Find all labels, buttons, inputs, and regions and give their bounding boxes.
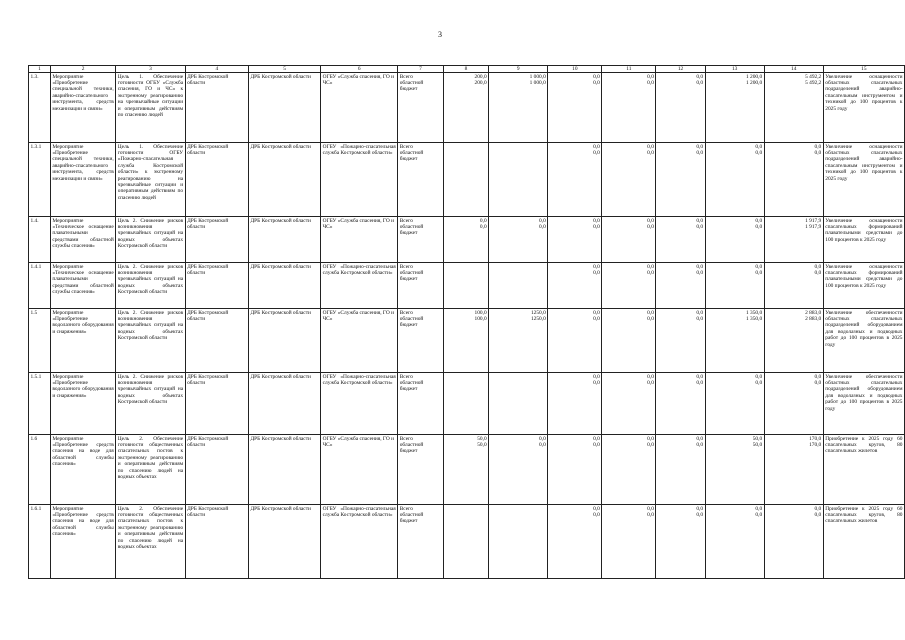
activity-name: Мероприятие «Приобретение специальной техники, аварийно-спасательного инструмента, средств механизации и связи» [50,143,115,217]
amount-cell [656,217,705,263]
recipient: ОГБУ «Служба спасения, ГО и ЧС» [321,309,398,373]
budget-value: 0,0 [593,223,600,230]
source-total: Всего [399,143,413,150]
budget-value: 170,0 [809,441,822,448]
amount-cell [489,373,548,435]
total-value: 0,0 [696,373,704,380]
total-value: 0,0 [696,505,704,512]
source-budget: областной бюджет [399,379,424,393]
amount-cell [764,309,823,373]
total-value: 0,0 [755,505,763,512]
budget-value [491,512,546,518]
budget-value: 2 883,0 [805,315,822,322]
table-row [29,309,905,373]
admin: ДРБ Костромской области [185,263,248,309]
source-budget: областной бюджет [399,79,424,93]
total-value: 1 200,0 [746,73,763,80]
expected-result: Приобретение к 2025 году 60 спасательных кругов, 80 спасательных жилетов [823,435,904,505]
budget-value: 50,0 [752,441,763,448]
total-value: 2 883,0 [805,309,822,316]
budget-value: 5 492,2 [805,79,822,86]
page-number: 3 [438,30,442,39]
executor: ДРБ Костромской области [248,217,320,263]
amount-cell [602,309,656,373]
amount-cell [548,73,602,143]
amount-cell [764,217,823,263]
recipient: ОГБУ «Пожарно-спасательная служба Костромской области» [321,373,398,435]
amount-cell [656,309,705,373]
total-value: 0,0 [593,373,600,380]
budget-value: 100,0 [474,315,487,322]
budget-value: 0,0 [814,269,822,276]
budget-value [491,380,546,386]
source-budget: областной бюджет [399,223,424,237]
total-value: 0,0 [647,263,654,270]
amount-cell [705,309,764,373]
budget-value: 0,0 [696,149,704,156]
activity-name: Мероприятие «Приобретение водолазного оборудования и снаряжения» [50,373,115,435]
total-value: 50,0 [752,435,763,442]
budget-value: 50,0 [477,441,487,448]
recipient: ОГБУ «Служба спасения, ГО и ЧС» [321,435,398,505]
funding-source [398,143,444,217]
total-value: 0,0 [593,143,600,150]
amount-cell [602,143,656,217]
source-budget: областной бюджет [399,315,424,329]
admin: ДРБ Костромской области [185,373,248,435]
total-value: 0,0 [696,309,704,316]
amount-cell [764,373,823,435]
executor: ДРБ Костромской области [248,435,320,505]
amount-cell [705,143,764,217]
total-value: 0,0 [814,263,822,270]
amount-cell [705,73,764,143]
amount-cell [764,263,823,309]
column-header: 15 [823,66,904,73]
total-value: 0,0 [479,217,487,224]
activity-goal: Цель 2. Обеспечение готовности общественных спасательных постов к экстренному реагированию и оперативным действиям по спасению людей на водных объектах [116,435,185,505]
budget-value [445,150,486,156]
amount-cell [548,143,602,217]
source-budget: областной бюджет [399,511,424,525]
amount-cell [656,73,705,143]
row-id: 1.4.1 [29,263,51,309]
budget-value [491,270,546,276]
total-value: 0,0 [647,373,654,380]
total-value: 0,0 [814,143,822,150]
budget-value: 200,0 [474,79,487,86]
amount-cell [443,435,488,505]
activity-name: Мероприятие «Приобретение средств спасения на воде для областной службы спасения» [50,505,115,579]
funding-source [398,217,444,263]
column-header: 2 [50,66,115,73]
admin: ДРБ Костромской области [185,143,248,217]
amount-cell [548,505,602,579]
total-value: 0,0 [755,263,763,270]
source-total: Всего [399,373,413,380]
budget-value: 0,0 [479,223,487,230]
table-row [29,73,905,143]
activity-goal: Цель 1. Обеспечение готовности ОГБУ «Служба спасения, ГО и ЧС» к экстренному реагированию на чрезвычайные ситуации и оперативным действиям по спасению людей [116,73,185,143]
budget-value: 0,0 [696,223,704,230]
activity-name: Мероприятие «Приобретение водолазного оборудования и снаряжения» [50,309,115,373]
funding-source [398,505,444,579]
source-budget: областной бюджет [399,441,424,455]
budget-value: 0,0 [647,315,654,322]
total-value: 0,0 [696,217,704,224]
amount-cell [764,143,823,217]
amount-cell [656,435,705,505]
row-id: 1.5 [29,309,51,373]
table-row [29,373,905,435]
recipient: ОГБУ «Пожарно-спасательная служба Костромской области» [321,263,398,309]
table-row [29,217,905,263]
program-activities-table [28,65,905,579]
expected-result: Увеличение оснащенности спасательных формирований плавательными средствами до 100 процентов к 2025 году [823,263,904,309]
amount-cell [602,217,656,263]
expected-result: Приобретение к 2025 году 60 спасательных кругов, 80 спасательных жилетов [823,505,904,579]
budget-value: 0,0 [755,223,763,230]
amount-cell [764,505,823,579]
amount-cell [548,373,602,435]
total-value: 0,0 [539,217,546,224]
total-value: 5 492,2 [805,73,822,80]
budget-value: 0,0 [593,315,600,322]
total-value: 0,0 [539,435,546,442]
amount-cell [764,73,823,143]
source-total: Всего [399,505,413,512]
table-row [29,143,905,217]
budget-value: 0,0 [696,379,704,386]
admin: ДРБ Костромской области [185,435,248,505]
total-value: 170,0 [809,435,822,442]
total-value: 0,0 [593,263,600,270]
recipient: ОГБУ «Пожарно-спасательная служба Костромской области» [321,505,398,579]
table-row [29,505,905,579]
total-value: 0,0 [593,435,600,442]
total-value: 0,0 [593,309,600,316]
budget-value [445,270,486,276]
column-header: 12 [656,66,705,73]
amount-cell [656,505,705,579]
budget-value: 1 200,0 [746,79,763,86]
amount-cell [705,435,764,505]
total-value: 0,0 [647,217,654,224]
admin: ДРБ Костромской области [185,505,248,579]
budget-value: 0,0 [647,269,654,276]
total-value: 0,0 [814,373,822,380]
budget-value: 0,0 [755,379,763,386]
total-value: 0,0 [647,309,654,316]
amount-cell [489,505,548,579]
total-value: 0,0 [696,263,704,270]
budget-value: 0,0 [593,441,600,448]
source-budget: областной бюджет [399,149,424,163]
amount-cell [764,435,823,505]
budget-value [491,150,546,156]
amount-cell [443,373,488,435]
total-value: 0,0 [647,435,654,442]
total-value: 1250,0 [530,309,546,316]
executor: ДРБ Костромской области [248,143,320,217]
amount-cell [602,373,656,435]
budget-value: 1 350,0 [746,315,763,322]
amount-cell [443,505,488,579]
funding-source [398,435,444,505]
column-header: 14 [764,66,823,73]
amount-cell [489,143,548,217]
table-row [29,263,905,309]
total-value: 0,0 [593,217,600,224]
amount-cell [443,309,488,373]
total-value: 0,0 [647,73,654,80]
executor: ДРБ Костромской области [248,373,320,435]
table-row [29,435,905,505]
total-value: 0,0 [647,505,654,512]
row-id: 1.6 [29,435,51,505]
total-value: 0,0 [755,373,763,380]
activity-goal: Цель 2. Снижение рисков возникновения чрезвычайных ситуаций на водных объектах Костромской области [116,309,185,373]
funding-source [398,309,444,373]
expected-result: Увеличение оснащенности спасательных формирований плавательными средствами до 100 процентов к 2025 году [823,217,904,263]
column-header: 7 [398,66,444,73]
amount-cell [656,373,705,435]
column-number-row [29,66,905,73]
column-header: 1 [29,66,51,73]
row-id: 1.4. [29,217,51,263]
budget-value: 1250,0 [530,315,546,322]
amount-cell [656,143,705,217]
recipient: ОГБУ «Служба спасения, ГО и ЧС» [321,73,398,143]
amount-cell [705,263,764,309]
budget-value: 0,0 [539,223,546,230]
column-header: 3 [116,66,185,73]
activity-name: Мероприятие «Приобретение средств спасения на воде для областной службы спасения» [50,435,115,505]
budget-value: 0,0 [647,149,654,156]
budget-value: 0,0 [696,269,704,276]
total-value: 100,0 [474,309,487,316]
budget-value: 0,0 [647,223,654,230]
amount-cell [548,435,602,505]
amount-cell [602,505,656,579]
amount-cell [705,373,764,435]
source-total: Всего [399,435,413,442]
activity-name: Мероприятие «Приобретение специальной техники, аварийно-спасательного инструмента, средств механизации и связи» [50,73,115,143]
activity-goal: Цель 2. Снижение рисков возникновения чрезвычайных ситуаций на водных объектах Костромской области [116,263,185,309]
budget-value: 1 000,0 [529,79,546,86]
amount-cell [602,435,656,505]
column-header: 5 [248,66,320,73]
budget-value: 0,0 [696,511,704,518]
row-id: 1.3. [29,73,51,143]
recipient: ОГБУ «Служба спасения, ГО и ЧС» [321,217,398,263]
amount-cell [443,263,488,309]
total-value: 0,0 [647,143,654,150]
total-value: 200,0 [474,73,487,80]
executor: ДРБ Костромской области [248,505,320,579]
budget-value: 0,0 [593,79,600,86]
amount-cell [548,309,602,373]
budget-value: 0,0 [814,149,822,156]
admin: ДРБ Костромской области [185,217,248,263]
executor: ДРБ Костромской области [248,309,320,373]
row-id: 1.3.1 [29,143,51,217]
source-total: Всего [399,217,413,224]
amount-cell [489,309,548,373]
row-id: 1.5.1 [29,373,51,435]
budget-value: 0,0 [593,149,600,156]
amount-cell [443,73,488,143]
executor: ДРБ Костромской области [248,73,320,143]
source-total: Всего [399,263,413,270]
total-value: 1 917,9 [805,217,822,224]
source-total: Всего [399,309,413,316]
expected-result: Увеличение обеспеченности областных спасательных подразделений оборудованием для водолазных и подводных работ до 100 процентов в 2025 году [823,373,904,435]
admin: ДРБ Костромской области [185,73,248,143]
budget-value: 0,0 [647,79,654,86]
executor: ДРБ Костромской области [248,263,320,309]
budget-value: 0,0 [755,511,763,518]
funding-source [398,73,444,143]
expected-result: Увеличение оснащенности областных спасательных подразделений аварийно-спасательным инструментом и техникой до 100 процентов к 2025 году [823,143,904,217]
total-value: 0,0 [755,217,763,224]
column-header: 9 [489,66,548,73]
budget-value: 0,0 [539,441,546,448]
budget-value [445,512,486,518]
admin: ДРБ Костромской области [185,309,248,373]
activity-goal: Цель 2. Снижение рисков возникновения чрезвычайных ситуаций на водных объектах Костромской области [116,373,185,435]
amount-cell [443,217,488,263]
total-value: 0,0 [696,435,704,442]
budget-value [445,380,486,386]
budget-value: 0,0 [696,441,704,448]
column-header: 4 [185,66,248,73]
total-value: 50,0 [477,435,487,442]
total-value: 0,0 [696,73,704,80]
amount-cell [489,73,548,143]
amount-cell [602,263,656,309]
source-budget: областной бюджет [399,269,424,283]
expected-result: Увеличение оснащенности областных спасательных подразделений аварийно-спасательным инструментом и техникой до 100 процентов к 2025 году [823,73,904,143]
expected-result: Увеличение обеспеченности областных спасательных подразделений оборудованием для водолазных и подводных работ до 100 процентов в 2025 году [823,309,904,373]
total-value: 0,0 [755,143,763,150]
amount-cell [602,73,656,143]
budget-value: 0,0 [696,315,704,322]
budget-value: 0,0 [755,269,763,276]
column-header: 10 [548,66,602,73]
amount-cell [548,217,602,263]
budget-value: 0,0 [593,379,600,386]
row-id: 1.6.1 [29,505,51,579]
total-value: 1 350,0 [746,309,763,316]
total-value: 0,0 [814,505,822,512]
activity-goal: Цель 1. Обеспечение готовности ОГБУ «Пожарно-спасательная служба Костромской области» к экстренному реагированию на чрезвычайные ситуации и оперативным действиям по спасению людей [116,143,185,217]
amount-cell [489,263,548,309]
recipient: ОГБУ «Пожарно-спасательная служба Костромской области» [321,143,398,217]
amount-cell [548,263,602,309]
amount-cell [705,505,764,579]
total-value: 0,0 [593,505,600,512]
activity-goal: Цель 2. Обеспечение готовности общественных спасательных постов к экстренному реагированию и оперативным действиям по спасению людей на водных объектах [116,505,185,579]
budget-value: 0,0 [593,269,600,276]
source-total: Всего [399,73,413,80]
total-value: 0,0 [593,73,600,80]
budget-value: 0,0 [755,149,763,156]
column-header: 8 [443,66,488,73]
budget-value: 0,0 [593,511,600,518]
amount-cell [489,217,548,263]
column-header: 13 [705,66,764,73]
column-header: 6 [321,66,398,73]
budget-value: 0,0 [647,511,654,518]
funding-source [398,373,444,435]
activity-name: Мероприятие «Техническое оснащение плавательными средствами областной службы спасения» [50,217,115,263]
budget-value: 0,0 [647,379,654,386]
amount-cell [443,143,488,217]
activity-goal: Цель 2. Снижение рисков возникновения чрезвычайных ситуаций на водных объектах Костромской области [116,217,185,263]
budget-value: 1 917,9 [805,223,822,230]
funding-source [398,263,444,309]
amount-cell [656,263,705,309]
budget-value: 0,0 [647,441,654,448]
amount-cell [489,435,548,505]
budget-value: 0,0 [814,379,822,386]
total-value: 0,0 [696,143,704,150]
budget-value: 0,0 [696,79,704,86]
column-header: 11 [602,66,656,73]
activity-name: Мероприятие «Техническое оснащение плавательными средствами областной службы спасения» [50,263,115,309]
budget-value: 0,0 [814,511,822,518]
amount-cell [705,217,764,263]
total-value: 1 000,0 [529,73,546,80]
